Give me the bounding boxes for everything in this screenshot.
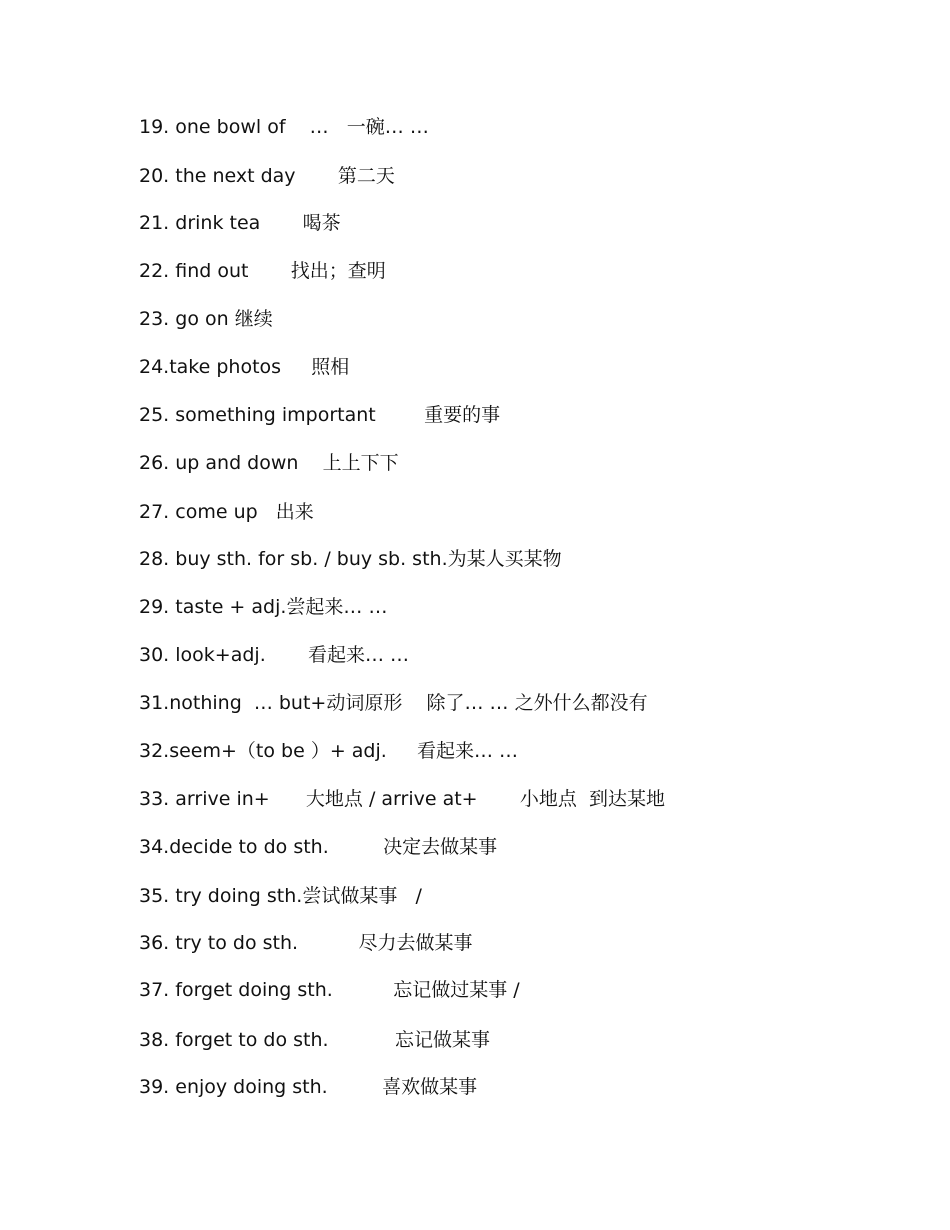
phrase-chinese: 上上下下 bbox=[322, 452, 399, 474]
phrase-english: 38. forget to do sth. bbox=[139, 1029, 395, 1051]
phrase-line-27 bbox=[139, 498, 314, 526]
phrase-english: 36. try to do sth. bbox=[139, 932, 359, 954]
phrase-english: 29. taste + adj. bbox=[139, 596, 287, 618]
phrase-line-23 bbox=[139, 305, 273, 333]
phrase-line-22 bbox=[139, 257, 386, 285]
phrase-chinese: 喜欢做某事 bbox=[382, 1076, 478, 1098]
phrase-english: 35. try doing sth. bbox=[139, 885, 303, 907]
phrase-line-30 bbox=[139, 641, 409, 669]
phrase-english: 39. enjoy doing sth. bbox=[139, 1076, 383, 1098]
phrase-chinese: 看起来… … bbox=[417, 740, 519, 762]
phrase-english: 23. go on bbox=[139, 308, 235, 330]
phrase-line-25 bbox=[139, 401, 500, 429]
phrase-english: 20. the next day bbox=[139, 165, 338, 187]
phrase-chinese: 喝茶 bbox=[302, 212, 341, 234]
phrase-english: 22. find out bbox=[139, 260, 291, 282]
phrase-english: 24.take photos bbox=[139, 356, 312, 378]
phrase-chinese: 决定去做某事 bbox=[383, 836, 498, 858]
phrase-chinese: 忘记做某事 bbox=[395, 1029, 491, 1051]
phrase-line-28 bbox=[139, 545, 562, 573]
phrase-chinese: 大地点 / arrive at+ 小地点 到达某地 bbox=[305, 788, 665, 810]
phrase-english: 21. drink tea bbox=[139, 212, 303, 234]
phrase-line-37 bbox=[139, 976, 520, 1004]
phrase-line-36 bbox=[139, 929, 472, 957]
phrase-line-32 bbox=[139, 737, 518, 765]
phrase-english: 30. look+adj. bbox=[139, 644, 309, 666]
phrase-english: 25. something important bbox=[139, 404, 425, 426]
phrase-line-31 bbox=[139, 689, 648, 717]
phrase-english: 37. forget doing sth. bbox=[139, 979, 394, 1001]
phrase-chinese: 看起来… … bbox=[308, 644, 410, 666]
phrase-line-19 bbox=[139, 113, 429, 141]
phrase-chinese: 忘记做过某事 / bbox=[393, 979, 520, 1001]
phrase-chinese: 动词原形 除了… … 之外什么都没有 bbox=[326, 692, 648, 714]
phrase-chinese: 继续 bbox=[234, 308, 273, 330]
phrase-line-35 bbox=[139, 882, 422, 910]
phrase-english: 26. up and down bbox=[139, 452, 323, 474]
phrase-chinese: 照相 bbox=[311, 356, 350, 378]
phrase-line-38 bbox=[139, 1026, 490, 1054]
phrase-english: 28. buy sth. for sb. / buy sb. sth. bbox=[139, 548, 448, 570]
phrase-line-20 bbox=[139, 162, 395, 190]
phrase-line-29 bbox=[139, 593, 387, 621]
phrase-line-21 bbox=[139, 209, 341, 237]
phrase-line-39 bbox=[139, 1073, 477, 1101]
phrase-chinese: 尽力去做某事 bbox=[358, 932, 473, 954]
phrase-line-33 bbox=[139, 785, 665, 813]
phrase-chinese: 一碗… … bbox=[346, 116, 429, 138]
phrase-english: 31.nothing … but+ bbox=[139, 692, 327, 714]
phrase-chinese: 为某人买某物 bbox=[447, 548, 562, 570]
phrase-english: 27. come up bbox=[139, 501, 276, 523]
phrase-chinese: 尝试做某事 / bbox=[302, 885, 422, 907]
phrase-english: 33. arrive in+ bbox=[139, 788, 306, 810]
phrase-english: 19. one bowl of … bbox=[139, 116, 347, 138]
phrase-chinese: 尝起来… … bbox=[286, 596, 388, 618]
phrase-english: 32.seem+（to be ）+ adj. bbox=[139, 740, 418, 762]
phrase-chinese: 出来 bbox=[275, 501, 314, 523]
phrase-line-24 bbox=[139, 353, 349, 381]
phrase-chinese: 重要的事 bbox=[424, 404, 501, 426]
phrase-chinese: 找出；查明 bbox=[290, 260, 386, 282]
phrase-line-26 bbox=[139, 449, 399, 477]
phrase-chinese: 第二天 bbox=[337, 165, 395, 187]
phrase-english: 34.decide to do sth. bbox=[139, 836, 384, 858]
phrase-line-34 bbox=[139, 833, 497, 861]
